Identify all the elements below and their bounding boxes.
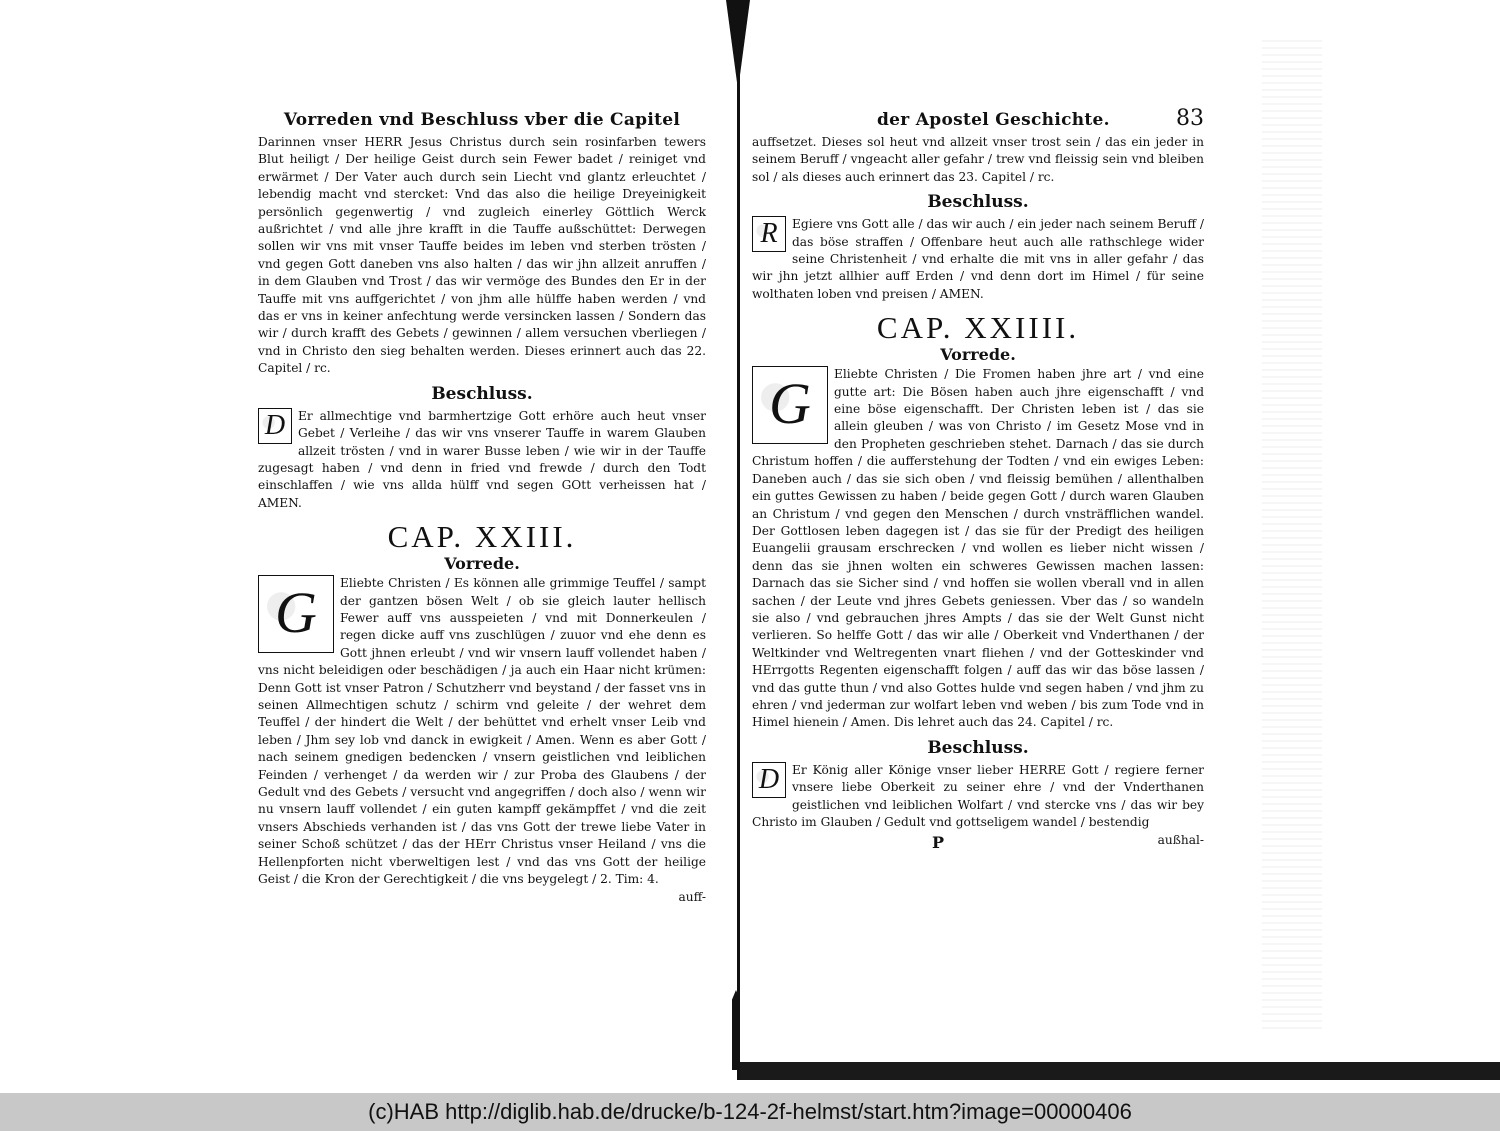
right-beschluss-heading-2: Beschluss.	[927, 737, 1029, 758]
left-beschluss-block	[258, 408, 706, 512]
scan-bottom-edge	[740, 1062, 1500, 1080]
decorated-initial-r: R	[752, 216, 786, 252]
footer-credit-link[interactable]: (c)HAB http://diglib.hab.de/drucke/b-124-2f-helmst/start.htm?image=00000406	[368, 1099, 1132, 1124]
right-catchword: außhal-	[1157, 833, 1204, 848]
right-vorrede-text: Eliebte Christen / Die Fromen haben jhre art / vnd eine gutte art: Die Bösen haben auch jhre eigenschafft / vnd eine böse eigenschafft. Der Christen leben ist / das sie allein gleuben / was von Christo / im Gesetz Mose vnd in den Propheten geschrieben stehet. Darnach / das sie durch Christum hoffen / die aufferstehung der Todten / vnd ein ewiges Leben: Daneben auch / das sie sich oben / vnd fleissig bemühen / allenthalben ein guttes Gewissen zu haben / beide gegen Gott / durch waren Glauben an Christum / vnd gegen den Menschen / durch vnsträfflichen wandel. Der Gottlosen leben dagegen ist / das sie für der Predigt des heiligen Euangelii grausam erschrecken / vnd wollen es lieber nicht wissen / denn das sie jhnen wolten ein schweres Gewissen machen lassen: Darnach das sie Sicher sind / vnd hoffen sie wollen vberall vnd in allen sachen / der Leute vnd jhres Gebets geniessen. Vber das / so wandeln sie also / vnd gebrauchen jhres Ampts / das sie der Welt Gunst nicht verlieren. So helffe Gott / das wir alle / Oberkeit vnd Vnderthanen / der Weltkinder vnd Weltregenten vnart fliehen / vnd der Gotteskinder vnd HErrgotts Regenten eigenschafft folgen / auff das wir das böse lassen / vnd das gutte thun / vnd also Gottes hulde vnd segen haben / vnd jhm zu ehren / vnd jederman zur wolfart leben vnd weben / bis zum Tode vnd in Himel hienein / Amen. Dis lehret auch das 24. Capitel / rc.	[752, 367, 1204, 730]
left-page-foot	[258, 890, 706, 904]
left-page	[258, 110, 706, 904]
book-gutter	[737, 0, 740, 1080]
right-beschluss-text-2: Er König aller Könige vnser lieber HERRE Gott / regiere ferner vnsere liebe Oberkeit zu seiner ehre / vnd der Vnderthanen geistlichen vnd leiblichen Wolfart / vnd stercke vns / das wir bey Christo im Glauben / Gedult vnd gottseligem wandel / bestendig	[752, 762, 1204, 829]
right-page	[752, 106, 1204, 853]
copyright-footer	[0, 1093, 1500, 1131]
decorated-initial-g: G	[752, 366, 828, 444]
left-catchword: auff-	[678, 890, 706, 905]
chapter-heading-24: CAP. XXIIII.	[876, 310, 1080, 346]
page-number: 83	[1176, 106, 1204, 131]
left-vorrede-block	[258, 575, 706, 888]
right-intro-text: auffsetzet. Dieses sol heut vnd allzeit vnser trost sein / das ein jeder in seinem Beruff / vngeacht aller gefahr / trew vnd fleissig sein vnd bleiben sol / als dieses auch erinnert das 23. Capitel / rc.	[752, 135, 1204, 184]
right-page-foot	[752, 833, 1204, 852]
left-running-head: Vorreden vnd Beschluss vber die Capitel	[283, 110, 681, 130]
gutter-shadow-top	[726, 0, 750, 90]
left-vorrede-text: Eliebte Christen / Es können alle grimmige Teuffel / sampt der gantzen bösen Welt / ob sie gleich lauter hellisch Fewer auff vns ausspeieten / vnd mit Donnerkeulen / regen dicke auff vns zuschlügen / zuuor vnd ehe denn es Gott jhnen erleubt / vnd wir vnsern lauff vollendet haben / vns nicht beleidigen oder beschädigen / ja auch ein Haar nicht krümen: Denn Gott ist vnser Patron / Schutzherr vnd beystand / der fasset vns in seinen Allmechtigen schutz / schirm vnd geleite / der wehret dem Teuffel / der hindert die Welt / der behüttet vnd erhelt vnser Leib vnd leben / Jhm sey lob vnd danck in ewigkeit / Amen. Wenn es aber Gott / nach seinem gnedigen bedencken / vnsern geistlichen vnd leiblichen Feinden / verhenget / da werden wir / zur Proba des Glaubens / der Gedult vnd des Gebets / versucht vnd angegriffen / doch also / wenn wir nu vnsern lauff vollendet / ein guten kampff gekämpffet / vnd die zeit vnsers Abschieds verhanden ist / das vns Gott der trewe liebe Vater in seiner Schoß schützet / das der HErr Christus vnser Heiland / vns die Hellenpforten nicht vberweltigen lest / vnd das vns Gott der heilige Geist / die Kron der Gerechtigkeit / die vns beygelegt / 2. Tim: 4.	[258, 576, 706, 887]
right-beschluss-heading-1: Beschluss.	[927, 192, 1029, 213]
left-intro-text: Darinnen vnser HERR Jesus Christus durch sein rosinfarben tewers Blut heiligt / Der heilige Geist durch sein Fewer badet / reiniget vnd erwärmet / Der Vater auch durch sein Liecht vnd glantz erleuchtet / lebendig macht vnd stercket: Vnd das also die heilige Dreyeinigkeit persönlich gegenwertig / vnd zugleich einerley Göttlich Werck außrichtet / vnd alle jhre krafft in die Tauffe außschüttet: Derwegen sollen wir vns mit vnser Tauffe beides im leben vnd sterben trösten / vnd gegen Gott daneben vns also halten / das wir jhn allzeit anruffen / in dem Glauben vnd Trost / das wir vermöge des Bundes den Er in der Tauffe mit vns auffgerichtet / von jhm alle hülffe haben werden / vnd das er vns in keiner anfechtung werde versincken lassen / Sondern das wir / durch krafft des Gebets / gewinnen / allem versuchen vberliegen / vnd in Christo den sieg behalten werden. Dieses erinnert auch das 22. Capitel / rc.	[258, 135, 706, 376]
left-beschluss-text: Er allmechtige vnd barmhertzige Gott erhöre auch heut vnser Gebet / Verleihe / das wir vns vnserer Tauffe in warem Glauben allzeit trösten / vnd in warer Busse leben / wie wir in der Tauffe zugesagt haben / vnd denn in fried vnd frewde / durch den Todt einschlaffen / wie vns allda hülff vnd segen GOtt verheissen hat / AMEN.	[258, 408, 706, 510]
right-beschluss-text-1: Egiere vns Gott alle / das wir auch / ein jeder nach seinem Beruff / das böse straffen / Offenbare heut auch alle rathschlege wider seine Christenheit / vnd erhalte die mit vns in aller gefahr / das wir jhn jetzt allhier auff Erden / vnd denn dort im Himel / für seine wolthaten loben vnd preisen / AMEN.	[752, 217, 1204, 301]
decorated-initial-d: D	[258, 408, 292, 444]
right-beschluss-block-1	[752, 216, 1204, 303]
decorated-initial-d: D	[752, 762, 786, 798]
left-beschluss-heading: Beschluss.	[431, 383, 533, 404]
signature-mark: P	[932, 833, 945, 853]
footer-spacer	[0, 1080, 1500, 1093]
decorated-initial-g: G	[258, 575, 334, 653]
left-vorrede-heading: Vorrede.	[444, 554, 520, 574]
right-vorrede-heading: Vorrede.	[940, 345, 1016, 365]
gutter-shadow-bottom	[716, 990, 756, 1070]
right-running-head: der Apostel Geschichte.	[877, 110, 1110, 130]
left-margin	[0, 0, 175, 1080]
right-beschluss-block-2	[752, 762, 1204, 832]
chapter-heading-23: CAP. XXIII.	[387, 519, 577, 555]
right-vorrede-block	[752, 366, 1204, 732]
right-page-edge	[1262, 40, 1322, 1030]
